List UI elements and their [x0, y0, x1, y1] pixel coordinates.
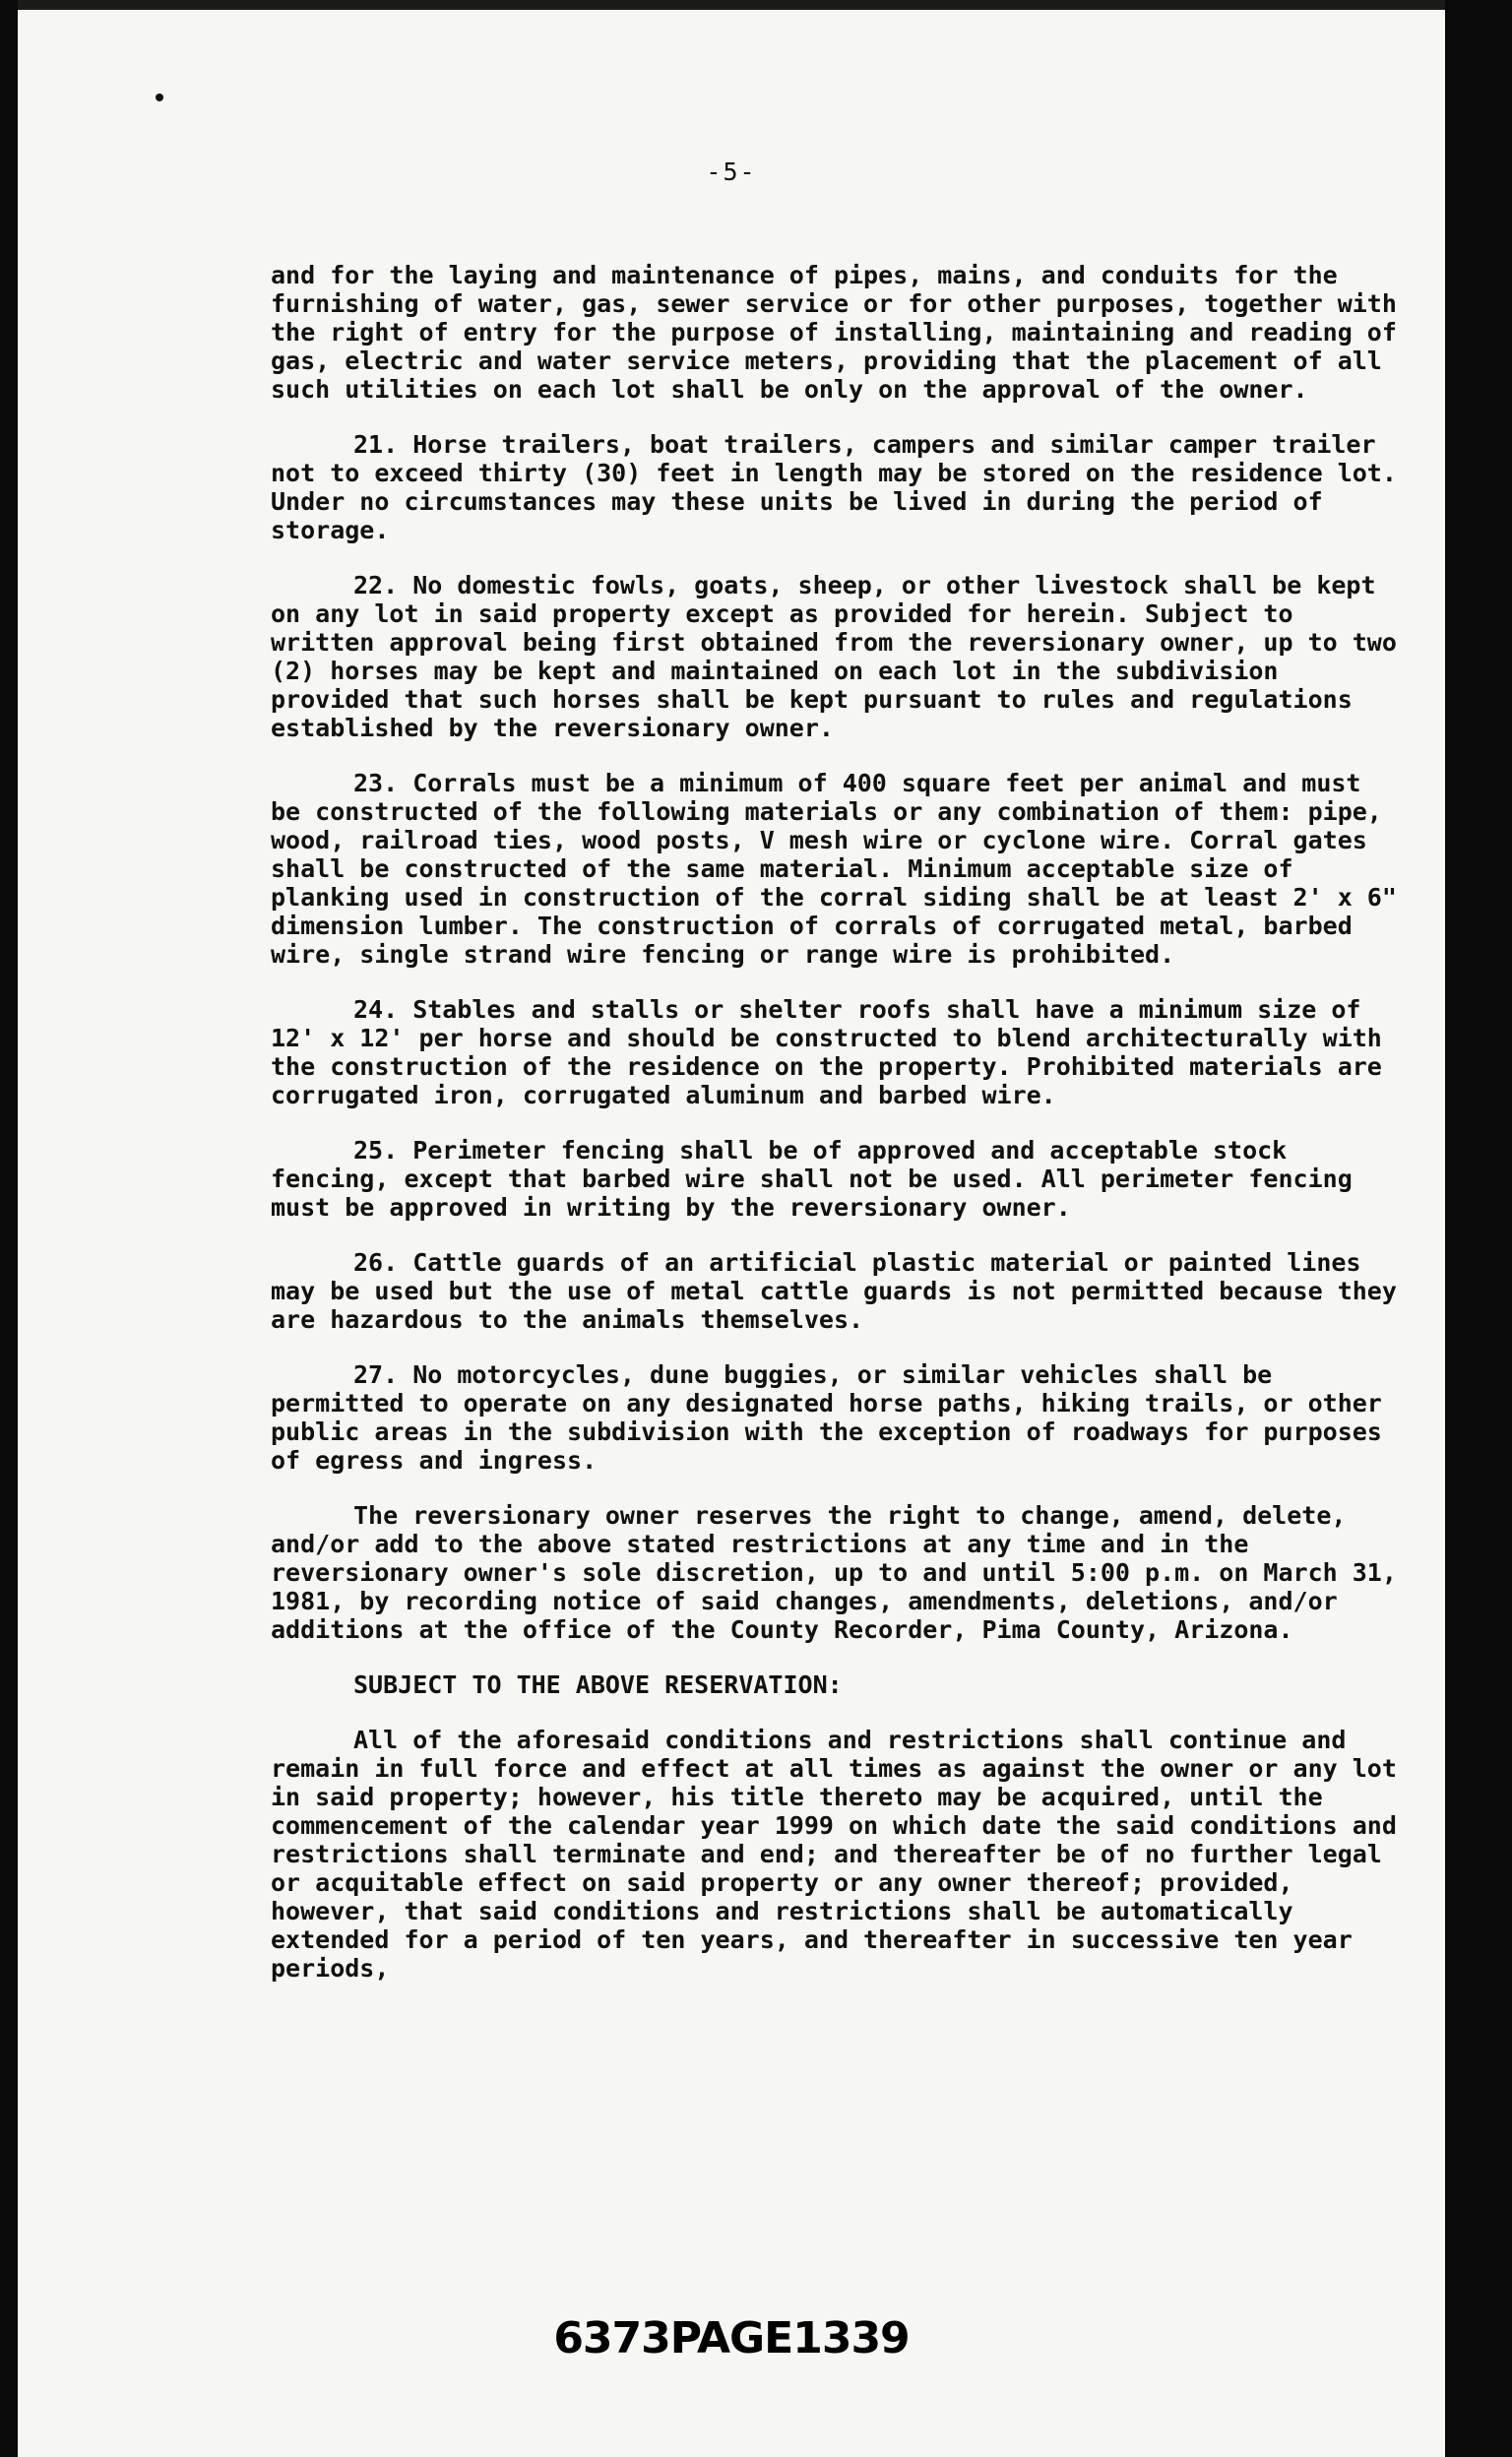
paragraph-conditions-duration: All of the aforesaid conditions and restrictions shall continue and remain in full force and effect at all times as against the owner or any lot in said property; however, his title thereto may be acquired, until the commencement of the calendar year 1999 on which date the said conditions and restrictions shall terminate and end; and thereafter be of no further legal or acquitable effect on said property or any owner thereof; provided, however, that said conditions and restrictions shall be automatically extended for a period of ten years, and thereafter in successive ten year periods, [271, 1726, 1397, 1983]
paragraph-reservation-rights: The reversionary owner reserves the right to change, amend, delete, and/or add to the above stated restrictions at any time and in the reversionary owner's sole discretion, up to and until 5:00 p.m. on March 31, 1981, by recording notice of said changes, amendments, deletions, and/or additions at the office of the County Recorder, Pima County, Arizona. [271, 1501, 1397, 1644]
paragraph-21-trailers: 21. Horse trailers, boat trailers, campers and similar camper trailer not to exceed thirty (30) feet in length may be stored on the residence lot. Under no circumstances may these units be lived in during the period of storage. [271, 430, 1397, 544]
paragraph-27-vehicles: 27. No motorcycles, dune buggies, or similar vehicles shall be permitted to operate on any designated horse paths, hiking trails, or other public areas in the subdivision with the exception of roadways for purposes of egress and ingress. [271, 1360, 1382, 1475]
paragraph-25-fencing: 25. Perimeter fencing shall be of approved and acceptable stock fencing, except that barbed wire shall not be used. All perimeter fencing must be approved in writing by the reversionary owner. [271, 1136, 1353, 1222]
document-body [271, 261, 1403, 2009]
paragraph-24-stables: 24. Stables and stalls or shelter roofs shall have a minimum size of 12' x 12' per horse and should be constructed to blend architecturally with the construction of the residence on the property. Prohibited materials are corrugated iron, corrugated aluminum and barbed wire. [271, 995, 1382, 1109]
paragraph-22-livestock: 22. No domestic fowls, goats, sheep, or other livestock shall be kept on any lot in said property except as provided for herein. Subject to written approval being first obtained from the reversionary owner, up to two (2) horses may be kept and maintained on each lot in the subdivision provided that such horses shall be kept pursuant to rules and regulations established by the reversionary owner. [271, 571, 1397, 742]
recording-stamp: 6373PAGE1339 [553, 2313, 910, 2363]
scan-speck [156, 94, 163, 101]
reservation-heading: SUBJECT TO THE ABOVE RESERVATION: [353, 1670, 843, 1699]
paragraph-23-corrals: 23. Corrals must be a minimum of 400 square feet per animal and must be constructed of the following materials or any combination of them: pipe, wood, railroad ties, wood posts, V mesh wire or cyclone wire. Corral gates shall be constructed of the same material. Minimum acceptable size of planking used in construction of the corral siding shall be at least 2' x 6" dimension lumber. The construction of corrals of corrugated metal, barbed wire, single strand wire fencing or range wire is prohibited. [271, 769, 1397, 969]
document-page [18, 0, 1445, 2457]
scan-top-edge [18, 0, 1445, 10]
paragraph-26-cattle-guards: 26. Cattle guards of an artificial plastic material or painted lines may be used but the use of metal cattle guards is not permitted because they are hazardous to the animals themselves. [271, 1248, 1397, 1334]
page-number: -5- [706, 158, 757, 186]
paragraph-utilities: and for the laying and maintenance of pipes, mains, and conduits for the furnishing of water, gas, sewer service or for other purposes, together with the right of entry for the purpose of installing, maintaining and reading of gas, electric and water service meters, providing that the placement of all such utilities on each lot shall be only on the approval of the owner. [271, 261, 1397, 404]
